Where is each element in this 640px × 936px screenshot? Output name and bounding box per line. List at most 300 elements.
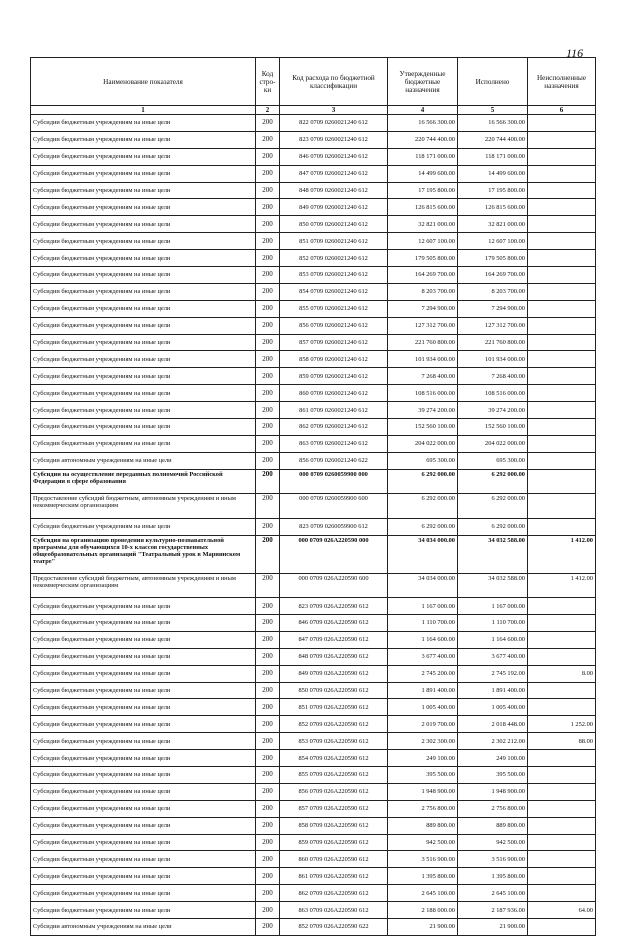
cell-unexecuted (528, 334, 596, 351)
cell-approved: 34 034 000.00 (388, 535, 458, 573)
cell-name: Субсидии бюджетным учреждениям на иные цели (31, 351, 256, 368)
cell-unexecuted (528, 351, 596, 368)
cell-approved: 220 744 400.00 (388, 131, 458, 148)
cell-approved: 2 645 100.00 (388, 885, 458, 902)
cell-unexecuted: 64.00 (528, 902, 596, 919)
cell-line-code: 200 (256, 351, 280, 368)
table-row (31, 199, 596, 216)
table-row (31, 452, 596, 469)
cell-budget-code: 852 0709 0260021240 612 (280, 250, 388, 267)
cell-executed: 1 110 700.00 (458, 614, 528, 631)
cell-name: Предоставление субсидий бюджетным, автономным учреждениям и иным некоммерческим организациям (31, 573, 256, 598)
cell-executed: 2 756 800.00 (458, 800, 528, 817)
cell-budget-code: 853 0709 026А220590 612 (280, 733, 388, 750)
cell-unexecuted: 1 252.00 (528, 716, 596, 733)
cell-executed: 2 645 100.00 (458, 885, 528, 902)
cell-name: Субсидии бюджетным учреждениям на иные цели (31, 631, 256, 648)
col-number: 4 (388, 106, 458, 115)
cell-executed: 889 800.00 (458, 817, 528, 834)
cell-approved: 118 171 000.00 (388, 148, 458, 165)
cell-approved: 3 516 900.00 (388, 851, 458, 868)
cell-approved: 7 268 400.00 (388, 368, 458, 385)
cell-executed: 220 744 400.00 (458, 131, 528, 148)
header-line-code: Код стро-ки (256, 58, 280, 106)
cell-approved: 34 034 000.00 (388, 573, 458, 598)
cell-name: Субсидии автономным учреждениям на иные цели (31, 919, 256, 936)
cell-executed: 34 032 588.00 (458, 573, 528, 598)
table-row (31, 648, 596, 665)
cell-line-code: 200 (256, 817, 280, 834)
cell-line-code: 200 (256, 902, 280, 919)
cell-approved: 17 195 800.00 (388, 182, 458, 199)
cell-line-code: 200 (256, 469, 280, 494)
cell-budget-code: 000 0709 026А220590 000 (280, 535, 388, 573)
column-numbers-row (31, 106, 596, 115)
cell-budget-code: 849 0709 026А220590 612 (280, 665, 388, 682)
cell-approved: 695 300.00 (388, 452, 458, 469)
cell-budget-code: 847 0709 0260021240 612 (280, 165, 388, 182)
cell-executed: 2 018 448.00 (458, 716, 528, 733)
table-row (31, 665, 596, 682)
cell-executed: 101 934 000.00 (458, 351, 528, 368)
table-row (31, 800, 596, 817)
table-row (31, 351, 596, 368)
cell-executed: 14 499 600.00 (458, 165, 528, 182)
cell-line-code: 200 (256, 435, 280, 452)
cell-approved: 1 948 900.00 (388, 783, 458, 800)
cell-executed: 39 274 200.00 (458, 402, 528, 419)
cell-approved: 164 269 700.00 (388, 267, 458, 284)
table-row (31, 385, 596, 402)
cell-budget-code: 852 0709 026А220590 612 (280, 716, 388, 733)
cell-line-code: 200 (256, 317, 280, 334)
table-row (31, 267, 596, 284)
cell-line-code: 200 (256, 767, 280, 784)
table-row (31, 368, 596, 385)
cell-name: Субсидии бюджетным учреждениям на иные цели (31, 283, 256, 300)
col-number: 3 (280, 106, 388, 115)
cell-name: Субсидии бюджетным учреждениям на иные цели (31, 148, 256, 165)
cell-unexecuted (528, 283, 596, 300)
cell-line-code: 200 (256, 573, 280, 598)
cell-budget-code: 846 0709 0260021240 612 (280, 148, 388, 165)
table-row (31, 868, 596, 885)
cell-name: Субсидии бюджетным учреждениям на иные цели (31, 750, 256, 767)
table-row (31, 182, 596, 199)
cell-unexecuted (528, 682, 596, 699)
table-row (31, 885, 596, 902)
cell-line-code: 200 (256, 648, 280, 665)
cell-approved: 1 110 700.00 (388, 614, 458, 631)
cell-name: Субсидии бюджетным учреждениям на иные цели (31, 385, 256, 402)
cell-budget-code: 855 0709 026А220590 612 (280, 767, 388, 784)
table-row (31, 435, 596, 452)
cell-executed: 21 900.00 (458, 919, 528, 936)
header-approved: Утвержденные бюджетные назначения (388, 58, 458, 106)
cell-budget-code: 000 0709 026А220590 600 (280, 573, 388, 598)
cell-budget-code: 000 0709 0260059900 600 (280, 494, 388, 519)
cell-line-code: 200 (256, 716, 280, 733)
cell-budget-code: 856 0709 0260021240 612 (280, 317, 388, 334)
cell-unexecuted (528, 250, 596, 267)
cell-budget-code: 000 0709 0260059900 000 (280, 469, 388, 494)
table-row (31, 216, 596, 233)
cell-budget-code: 857 0709 026А220590 612 (280, 800, 388, 817)
cell-budget-code: 859 0709 0260021240 612 (280, 368, 388, 385)
table-row (31, 733, 596, 750)
cell-approved: 2 745 200.00 (388, 665, 458, 682)
cell-executed: 221 760 800.00 (458, 334, 528, 351)
cell-name: Субсидия на организацию проведения культурно-познавательной программы для обучающихся 10-х классов государственных общеобразовательных организаций "Театральный урок в Мариинском театре" (31, 535, 256, 573)
cell-approved: 204 022 000.00 (388, 435, 458, 452)
cell-approved: 2 302 300.00 (388, 733, 458, 750)
cell-unexecuted: 88.00 (528, 733, 596, 750)
cell-approved: 2 188 000.00 (388, 902, 458, 919)
cell-line-code: 200 (256, 518, 280, 535)
cell-executed: 6 292 000.00 (458, 469, 528, 494)
cell-approved: 2 756 800.00 (388, 800, 458, 817)
cell-budget-code: 823 0709 0260021240 612 (280, 131, 388, 148)
cell-unexecuted (528, 182, 596, 199)
cell-budget-code: 850 0709 026А220590 612 (280, 682, 388, 699)
cell-approved: 1 891 400.00 (388, 682, 458, 699)
cell-unexecuted (528, 368, 596, 385)
cell-approved: 249 100.00 (388, 750, 458, 767)
cell-executed: 2 745 192.00 (458, 665, 528, 682)
cell-line-code: 200 (256, 419, 280, 436)
cell-unexecuted (528, 385, 596, 402)
cell-name: Субсидии бюджетным учреждениям на иные цели (31, 817, 256, 834)
table-row (31, 334, 596, 351)
cell-budget-code: 862 0709 0260021240 612 (280, 419, 388, 436)
cell-executed: 1 891 400.00 (458, 682, 528, 699)
cell-budget-code: 848 0709 0260021240 612 (280, 182, 388, 199)
cell-unexecuted: 1 412.00 (528, 573, 596, 598)
cell-executed: 3 677 400.00 (458, 648, 528, 665)
cell-approved: 395 500.00 (388, 767, 458, 784)
table-row (31, 300, 596, 317)
cell-line-code: 200 (256, 682, 280, 699)
cell-unexecuted (528, 452, 596, 469)
cell-line-code: 200 (256, 494, 280, 519)
cell-budget-code: 854 0709 0260021240 612 (280, 283, 388, 300)
cell-executed: 1 167 000.00 (458, 598, 528, 615)
cell-budget-code: 855 0709 0260021240 612 (280, 300, 388, 317)
table-row (31, 148, 596, 165)
table-row (31, 233, 596, 250)
cell-budget-code: 849 0709 0260021240 612 (280, 199, 388, 216)
cell-executed: 108 516 000.00 (458, 385, 528, 402)
cell-budget-code: 857 0709 0260021240 612 (280, 334, 388, 351)
cell-line-code: 200 (256, 919, 280, 936)
cell-approved: 889 800.00 (388, 817, 458, 834)
cell-approved: 14 499 600.00 (388, 165, 458, 182)
cell-executed: 6 292 000.00 (458, 494, 528, 519)
table-row (31, 598, 596, 615)
cell-name: Субсидии бюджетным учреждениям на иные цели (31, 834, 256, 851)
cell-executed: 127 312 700.00 (458, 317, 528, 334)
table-row (31, 817, 596, 834)
cell-budget-code: 860 0709 026А220590 612 (280, 851, 388, 868)
cell-name: Субсидии бюджетным учреждениям на иные цели (31, 699, 256, 716)
table-row (31, 614, 596, 631)
cell-line-code: 200 (256, 283, 280, 300)
cell-name: Субсидии бюджетным учреждениям на иные цели (31, 598, 256, 615)
cell-budget-code: 859 0709 026А220590 612 (280, 834, 388, 851)
table-row (31, 317, 596, 334)
cell-approved: 152 560 100.00 (388, 419, 458, 436)
cell-unexecuted (528, 518, 596, 535)
cell-budget-code: 848 0709 026А220590 612 (280, 648, 388, 665)
table-row (31, 834, 596, 851)
cell-approved: 2 019 700.00 (388, 716, 458, 733)
cell-line-code: 200 (256, 216, 280, 233)
cell-executed: 695 300.00 (458, 452, 528, 469)
cell-executed: 179 505 800.00 (458, 250, 528, 267)
table-row (31, 518, 596, 535)
header-executed: Исполнено (458, 58, 528, 106)
cell-unexecuted (528, 233, 596, 250)
cell-line-code: 200 (256, 834, 280, 851)
col-number: 5 (458, 106, 528, 115)
cell-approved: 39 274 200.00 (388, 402, 458, 419)
cell-executed: 395 500.00 (458, 767, 528, 784)
cell-line-code: 200 (256, 665, 280, 682)
cell-name: Субсидии бюджетным учреждениям на иные цели (31, 716, 256, 733)
cell-line-code: 200 (256, 598, 280, 615)
cell-approved: 127 312 700.00 (388, 317, 458, 334)
table-row (31, 115, 596, 132)
cell-line-code: 200 (256, 250, 280, 267)
cell-budget-code: 851 0709 0260021240 612 (280, 233, 388, 250)
table-row (31, 631, 596, 648)
cell-line-code: 200 (256, 165, 280, 182)
cell-unexecuted (528, 767, 596, 784)
cell-unexecuted (528, 419, 596, 436)
cell-name: Субсидии бюджетным учреждениям на иные цели (31, 868, 256, 885)
cell-unexecuted (528, 750, 596, 767)
cell-executed: 1 948 900.00 (458, 783, 528, 800)
table-body (31, 106, 596, 936)
cell-budget-code: 853 0709 0260021240 612 (280, 267, 388, 284)
cell-unexecuted (528, 834, 596, 851)
cell-line-code: 200 (256, 631, 280, 648)
cell-name: Предоставление субсидий бюджетным, автономным учреждениям и иным некоммерческим организациям (31, 494, 256, 519)
cell-budget-code: 854 0709 026А220590 612 (280, 750, 388, 767)
cell-executed: 152 560 100.00 (458, 419, 528, 436)
cell-unexecuted (528, 317, 596, 334)
cell-unexecuted (528, 919, 596, 936)
table-row (31, 767, 596, 784)
cell-unexecuted (528, 885, 596, 902)
table-row (31, 851, 596, 868)
cell-unexecuted: 8.00 (528, 665, 596, 682)
cell-unexecuted (528, 648, 596, 665)
cell-approved: 6 292 000.00 (388, 494, 458, 519)
cell-name: Субсидии бюджетным учреждениям на иные цели (31, 267, 256, 284)
cell-approved: 221 760 800.00 (388, 334, 458, 351)
cell-executed: 942 500.00 (458, 834, 528, 851)
cell-executed: 118 171 000.00 (458, 148, 528, 165)
cell-approved: 7 294 900.00 (388, 300, 458, 317)
cell-name: Субсидии бюджетным учреждениям на иные цели (31, 182, 256, 199)
cell-unexecuted (528, 115, 596, 132)
cell-executed: 17 195 800.00 (458, 182, 528, 199)
cell-name: Субсидии бюджетным учреждениям на иные цели (31, 682, 256, 699)
cell-approved: 101 934 000.00 (388, 351, 458, 368)
cell-name: Субсидии бюджетным учреждениям на иные цели (31, 419, 256, 436)
cell-line-code: 200 (256, 452, 280, 469)
cell-name: Субсидии бюджетным учреждениям на иные цели (31, 402, 256, 419)
cell-name: Субсидии автономным учреждениям на иные цели (31, 452, 256, 469)
cell-line-code: 200 (256, 885, 280, 902)
table-row (31, 165, 596, 182)
cell-line-code: 200 (256, 300, 280, 317)
cell-line-code: 200 (256, 733, 280, 750)
cell-executed: 2 187 936.00 (458, 902, 528, 919)
cell-line-code: 200 (256, 385, 280, 402)
col-number: 6 (528, 106, 596, 115)
cell-executed: 1 164 600.00 (458, 631, 528, 648)
cell-executed: 6 292 000.00 (458, 518, 528, 535)
cell-line-code: 200 (256, 868, 280, 885)
cell-line-code: 200 (256, 368, 280, 385)
cell-budget-code: 850 0709 0260021240 612 (280, 216, 388, 233)
cell-unexecuted (528, 216, 596, 233)
cell-name: Субсидии бюджетным учреждениям на иные цели (31, 334, 256, 351)
cell-line-code: 200 (256, 267, 280, 284)
cell-approved: 6 292 000.00 (388, 469, 458, 494)
cell-executed: 16 566 300.00 (458, 115, 528, 132)
cell-budget-code: 861 0709 0260021240 612 (280, 402, 388, 419)
cell-line-code: 200 (256, 535, 280, 573)
cell-line-code: 200 (256, 402, 280, 419)
cell-unexecuted (528, 868, 596, 885)
cell-name: Субсидии бюджетным учреждениям на иные цели (31, 518, 256, 535)
cell-unexecuted (528, 631, 596, 648)
cell-name: Субсидии бюджетным учреждениям на иные цели (31, 199, 256, 216)
cell-line-code: 200 (256, 614, 280, 631)
cell-line-code: 200 (256, 851, 280, 868)
cell-name: Субсидии бюджетным учреждениям на иные цели (31, 216, 256, 233)
table-row (31, 250, 596, 267)
cell-budget-code: 863 0709 0260021240 612 (280, 435, 388, 452)
cell-name: Субсидии бюджетным учреждениям на иные цели (31, 233, 256, 250)
cell-budget-code: 823 0709 0260059900 612 (280, 518, 388, 535)
table-row (31, 902, 596, 919)
cell-approved: 6 292 000.00 (388, 518, 458, 535)
cell-unexecuted (528, 267, 596, 284)
cell-name: Субсидии бюджетным учреждениям на иные цели (31, 317, 256, 334)
cell-line-code: 200 (256, 334, 280, 351)
cell-name: Субсидии на осуществление переданных полномочий Российской Федерации в сфере образования (31, 469, 256, 494)
table-row (31, 419, 596, 436)
cell-name: Субсидии бюджетным учреждениям на иные цели (31, 885, 256, 902)
cell-unexecuted (528, 699, 596, 716)
cell-unexecuted (528, 300, 596, 317)
cell-budget-code: 846 0709 026А220590 612 (280, 614, 388, 631)
cell-approved: 16 566 300.00 (388, 115, 458, 132)
cell-line-code: 200 (256, 199, 280, 216)
cell-name: Субсидии бюджетным учреждениям на иные цели (31, 767, 256, 784)
cell-name: Субсидии бюджетным учреждениям на иные цели (31, 368, 256, 385)
cell-approved: 1 164 600.00 (388, 631, 458, 648)
cell-budget-code: 858 0709 0260021240 612 (280, 351, 388, 368)
cell-unexecuted (528, 199, 596, 216)
page-number: 116 (566, 46, 584, 60)
table-row (31, 283, 596, 300)
header-unexecuted: Неисполненные назначения (528, 58, 596, 106)
cell-line-code: 200 (256, 182, 280, 199)
cell-approved: 1 005 400.00 (388, 699, 458, 716)
cell-name: Субсидии бюджетным учреждениям на иные цели (31, 902, 256, 919)
cell-budget-code: 856 0709 0260021240 622 (280, 452, 388, 469)
cell-budget-code: 858 0709 026А220590 612 (280, 817, 388, 834)
cell-executed: 164 269 700.00 (458, 267, 528, 284)
cell-executed: 3 516 900.00 (458, 851, 528, 868)
cell-name: Субсидии бюджетным учреждениям на иные цели (31, 115, 256, 132)
cell-executed: 32 821 000.00 (458, 216, 528, 233)
cell-budget-code: 860 0709 0260021240 612 (280, 385, 388, 402)
col-number: 2 (256, 106, 280, 115)
cell-line-code: 200 (256, 699, 280, 716)
table-row (31, 535, 596, 573)
cell-executed: 126 815 600.00 (458, 199, 528, 216)
cell-approved: 108 516 000.00 (388, 385, 458, 402)
cell-budget-code: 823 0709 026А220590 612 (280, 598, 388, 615)
cell-executed: 34 032 588.00 (458, 535, 528, 573)
cell-executed: 12 607 100.00 (458, 233, 528, 250)
table-row (31, 699, 596, 716)
cell-name: Субсидии бюджетным учреждениям на иные цели (31, 648, 256, 665)
table-row (31, 919, 596, 936)
cell-approved: 1 167 000.00 (388, 598, 458, 615)
cell-line-code: 200 (256, 800, 280, 817)
cell-budget-code: 861 0709 026А220590 612 (280, 868, 388, 885)
header-row (31, 58, 596, 106)
cell-approved: 32 821 000.00 (388, 216, 458, 233)
cell-unexecuted (528, 469, 596, 494)
cell-approved: 1 395 800.00 (388, 868, 458, 885)
cell-approved: 942 500.00 (388, 834, 458, 851)
cell-approved: 126 815 600.00 (388, 199, 458, 216)
cell-line-code: 200 (256, 750, 280, 767)
cell-name: Субсидии бюджетным учреждениям на иные цели (31, 665, 256, 682)
cell-unexecuted (528, 851, 596, 868)
cell-unexecuted (528, 148, 596, 165)
cell-unexecuted (528, 783, 596, 800)
header-budget-code: Код расхода по бюджетной классификации (280, 58, 388, 106)
cell-executed: 7 294 900.00 (458, 300, 528, 317)
cell-name: Субсидии бюджетным учреждениям на иные цели (31, 300, 256, 317)
cell-line-code: 200 (256, 131, 280, 148)
cell-name: Субсидии бюджетным учреждениям на иные цели (31, 800, 256, 817)
table-row (31, 402, 596, 419)
cell-name: Субсидии бюджетным учреждениям на иные цели (31, 435, 256, 452)
cell-executed: 8 203 700.00 (458, 283, 528, 300)
cell-executed: 7 268 400.00 (458, 368, 528, 385)
cell-unexecuted (528, 800, 596, 817)
cell-line-code: 200 (256, 783, 280, 800)
header-name: Наименование показателя (31, 58, 256, 106)
cell-unexecuted: 1 412.00 (528, 535, 596, 573)
cell-approved: 8 203 700.00 (388, 283, 458, 300)
table-row (31, 682, 596, 699)
table-row (31, 750, 596, 767)
cell-budget-code: 863 0709 026А220590 612 (280, 902, 388, 919)
table-row (31, 494, 596, 519)
cell-name: Субсидии бюджетным учреждениям на иные цели (31, 614, 256, 631)
